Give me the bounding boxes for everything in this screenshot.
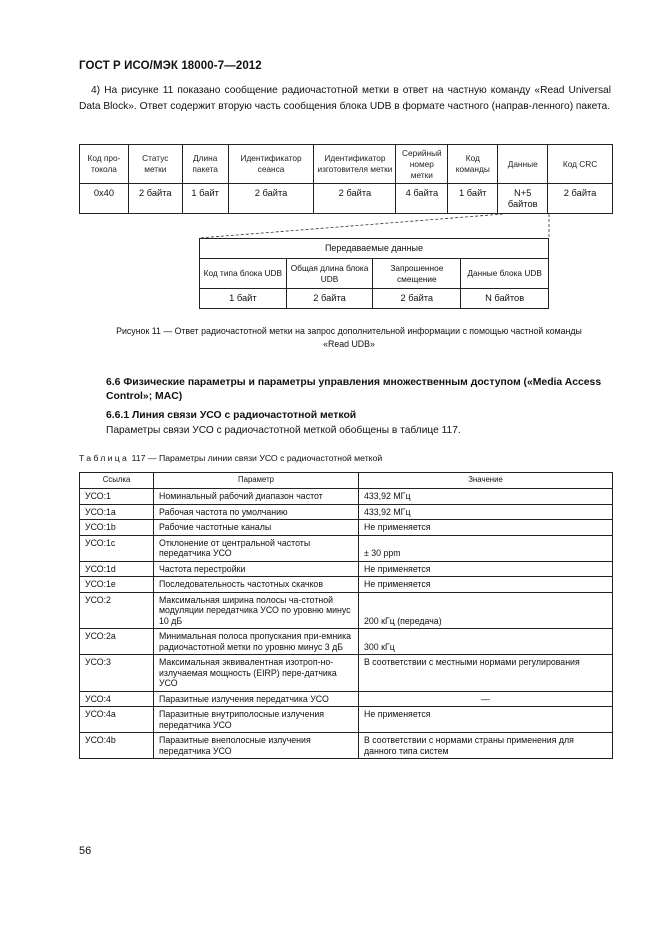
packet-header-cell: Статус метки bbox=[128, 145, 182, 184]
table-row bbox=[80, 520, 613, 536]
packet-value-cell: 4 байта bbox=[396, 184, 448, 214]
row-ref: УСО:2 bbox=[80, 592, 154, 629]
figure-caption-line-1: Рисунок 11 — Ответ радиочастотной метки на запрос дополнительной информации с помощью частной команды bbox=[116, 326, 582, 336]
intro-paragraph: 4) На рисунке 11 показано сообщение радиочастотной метки в ответ на частную команду «Read Universal Data Block». Ответ содержит вторую часть сообщения блока UDB в формате частного (направ-ленного) пакета. bbox=[79, 85, 611, 112]
row-ref: УСО:4b bbox=[80, 733, 154, 759]
table-caption-title: 117 — Параметры линии связи УСО с радиочастотной меткой bbox=[129, 453, 383, 463]
packet-header-cell: Идентификатор изготовителя метки bbox=[314, 145, 396, 184]
row-ref: УСО:1e bbox=[80, 577, 154, 593]
row-ref: УСО:1b bbox=[80, 520, 154, 536]
packet-value-cell: 2 байта bbox=[128, 184, 182, 214]
row-value: В соответствии с местными нормами регулирования bbox=[359, 655, 613, 692]
row-param: Частота перестройки bbox=[154, 561, 359, 577]
udb-header-cell: Общая длина блока UDB bbox=[286, 259, 373, 289]
row-value: В соответствии с нормами страны применения для данного типа систем bbox=[359, 733, 613, 759]
row-param: Отклонение от центральной частоты передатчика УСО bbox=[154, 535, 359, 561]
table-row bbox=[80, 707, 613, 733]
row-param: Паразитные внутриполосные излучения передатчика УСО bbox=[154, 707, 359, 733]
table-row bbox=[80, 629, 613, 655]
packet-header-cell: Код про-токола bbox=[80, 145, 129, 184]
packet-value-cell: 2 байта bbox=[228, 184, 314, 214]
table-row bbox=[80, 504, 613, 520]
row-value: — bbox=[359, 691, 613, 707]
page-number: 56 bbox=[79, 845, 92, 857]
udb-header-cell: Код типа блока UDB bbox=[200, 259, 287, 289]
row-value: 300 кГц bbox=[359, 629, 613, 655]
packet-header-cell: Длина пакета bbox=[182, 145, 228, 184]
row-ref: УСО:4 bbox=[80, 691, 154, 707]
row-value: Не применяется bbox=[359, 707, 613, 733]
row-ref: УСО:1a bbox=[80, 504, 154, 520]
table-row bbox=[80, 489, 613, 505]
udb-value-cell: 2 байта bbox=[286, 289, 373, 309]
section-6-6-heading: 6.6 Физические параметры и параметры управления множественным доступом («Media Access Control»; MAC) bbox=[106, 377, 602, 402]
table-row bbox=[80, 535, 613, 561]
table-117-caption bbox=[79, 453, 382, 463]
packet-value-cell: 0x40 bbox=[80, 184, 129, 214]
row-value: 433,92 МГц bbox=[359, 489, 613, 505]
row-value: Не применяется bbox=[359, 561, 613, 577]
row-param: Последовательность частотных скачков bbox=[154, 577, 359, 593]
params-header-value: Значение bbox=[359, 473, 613, 489]
params-header-param: Параметр bbox=[154, 473, 359, 489]
row-value: Не применяется bbox=[359, 520, 613, 536]
udb-table-caption-row bbox=[200, 239, 549, 259]
row-value: ± 30 ppm bbox=[359, 535, 613, 561]
section-6-6-1-text: Параметры связи УСО с радиочастотной меткой обобщены в таблице 117. bbox=[106, 425, 461, 436]
row-param: Паразитные внеполосные излучения передатчика УСО bbox=[154, 733, 359, 759]
row-param: Номинальный рабочий диапазон частот bbox=[154, 489, 359, 505]
table-row bbox=[80, 577, 613, 593]
row-ref: УСО:4a bbox=[80, 707, 154, 733]
row-ref: УСО:1 bbox=[80, 489, 154, 505]
udb-table-header-row bbox=[200, 259, 549, 289]
udb-value-cell: 2 байта bbox=[373, 289, 461, 309]
packet-value-cell: 2 байта bbox=[314, 184, 396, 214]
udb-data-table bbox=[199, 238, 549, 309]
row-ref: УСО:1d bbox=[80, 561, 154, 577]
figure-caption bbox=[79, 325, 619, 351]
udb-header-cell: Запрошенное смещение bbox=[373, 259, 461, 289]
dashed-line-left bbox=[199, 214, 503, 238]
packet-header-cell: Идентификатор сеанса bbox=[228, 145, 314, 184]
packet-value-cell: N+5 байтов bbox=[498, 184, 548, 214]
udb-value-cell: N байтов bbox=[461, 289, 549, 309]
row-value: 200 кГц (передача) bbox=[359, 592, 613, 629]
document-header: ГОСТ Р ИСО/МЭК 18000-7—2012 bbox=[79, 60, 262, 72]
row-ref: УСО:2a bbox=[80, 629, 154, 655]
params-table-header-row bbox=[80, 473, 613, 489]
row-ref: УСО:3 bbox=[80, 655, 154, 692]
params-table bbox=[79, 472, 613, 759]
table-row bbox=[80, 655, 613, 692]
table-row bbox=[80, 691, 613, 707]
packet-header-cell: Данные bbox=[498, 145, 548, 184]
row-ref: УСО:1c bbox=[80, 535, 154, 561]
row-param: Максимальная ширина полосы ча-стотной модуляции передатчика УСО по уровню минус 10 дБ bbox=[154, 592, 359, 629]
packet-value-cell: 1 байт bbox=[182, 184, 228, 214]
row-value: Не применяется bbox=[359, 577, 613, 593]
packet-value-cell: 1 байт bbox=[448, 184, 498, 214]
packet-header-cell: Серийный номер метки bbox=[396, 145, 448, 184]
figure-caption-line-2: «Read UDB» bbox=[323, 339, 375, 349]
udb-header-cell: Данные блока UDB bbox=[461, 259, 549, 289]
table-row bbox=[80, 561, 613, 577]
udb-table-caption: Передаваемые данные bbox=[200, 239, 549, 259]
section-6-6-1-heading: 6.6.1 Линия связи УСО с радиочастотной меткой bbox=[106, 410, 357, 421]
row-param: Рабочая частота по умолчанию bbox=[154, 504, 359, 520]
packet-header-cell: Код CRC bbox=[548, 145, 613, 184]
row-param: Максимальная эквивалентная изотроп-но-излучаемая мощность (EIRP) пере-датчика УСО bbox=[154, 655, 359, 692]
table-row bbox=[80, 733, 613, 759]
table-row bbox=[80, 592, 613, 629]
row-value: 433,92 МГц bbox=[359, 504, 613, 520]
udb-table-value-row bbox=[200, 289, 549, 309]
params-header-ref: Ссылка bbox=[80, 473, 154, 489]
row-param: Минимальная полоса пропускания при-емника радиочастотной метки по уровню минус 3 дБ bbox=[154, 629, 359, 655]
table-caption-word: Таблица bbox=[79, 453, 130, 463]
row-param: Рабочие частотные каналы bbox=[154, 520, 359, 536]
packet-header-cell: Код команды bbox=[448, 145, 498, 184]
udb-value-cell: 1 байт bbox=[200, 289, 287, 309]
packet-value-cell: 2 байта bbox=[548, 184, 613, 214]
row-param: Паразитные излучения передатчика УСО bbox=[154, 691, 359, 707]
